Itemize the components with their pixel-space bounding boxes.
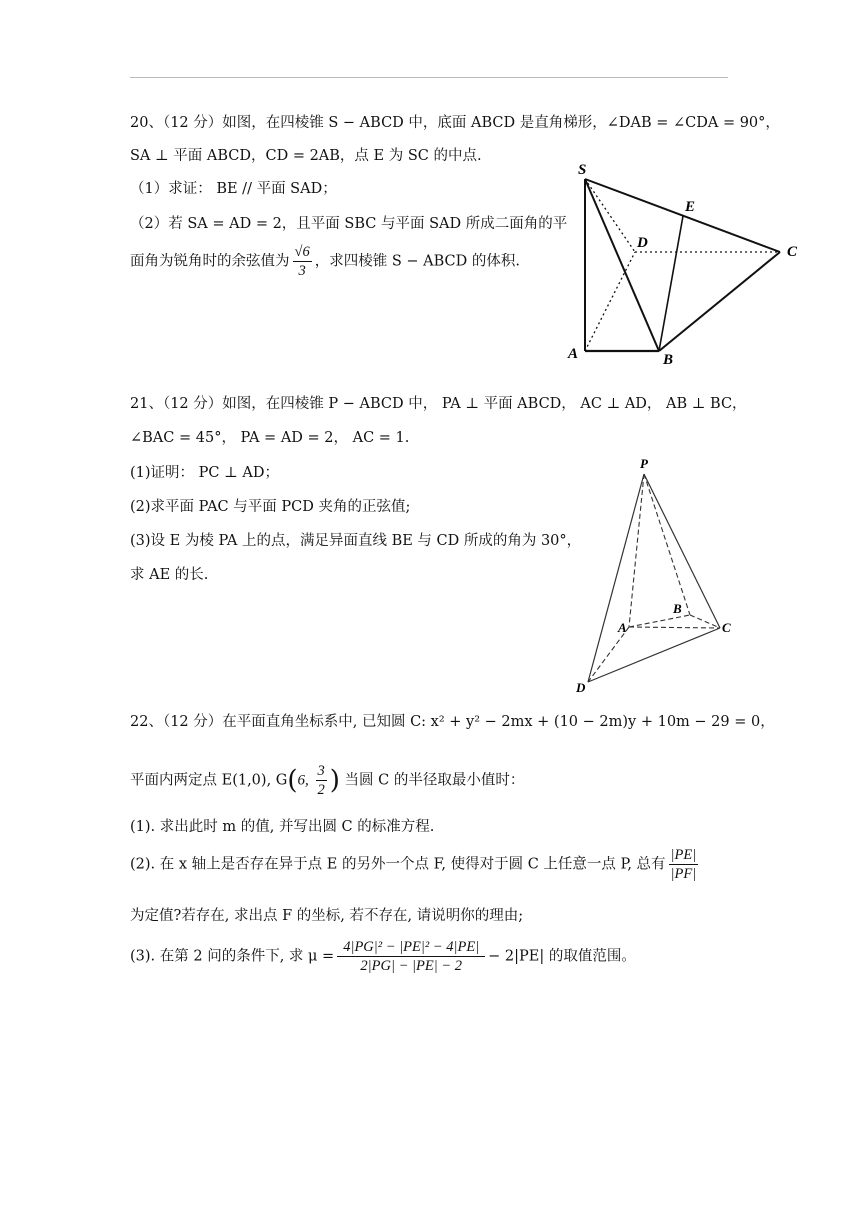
q22-line-2-text-a: 平面内两定点 E(1,0), G xyxy=(130,772,288,789)
label-c2: C xyxy=(722,620,731,635)
q20-line-2: SA ⊥ 平面 ABCD，CD = 2AB，点 E 为 SC 的中点. xyxy=(130,148,482,164)
q22-line-6-text-a: (3). 在第 2 问的条件下, 求 μ = xyxy=(130,948,335,965)
cosine-fraction xyxy=(293,243,312,280)
mu-numerator: 4|PG|² − |PE|² − 4|PE| xyxy=(337,938,485,957)
mu-denominator: 2|PG| − |PE| − 2 xyxy=(360,958,462,974)
q20-line-4: （2）若 SA = AD = 2，且平面 SBC 与平面 SAD 所成二面角的平 xyxy=(130,216,568,232)
pyramid-p-abcd-figure xyxy=(570,452,750,697)
label-p: P xyxy=(640,456,648,471)
q20-line-3: （1）求证： BE // 平面 SAD； xyxy=(130,181,337,197)
cosine-numerator: √6 xyxy=(294,244,310,260)
ratio-denominator: |PF| xyxy=(670,866,697,882)
label-a2: A xyxy=(618,620,627,635)
pyramid-s-abcd-figure xyxy=(560,158,810,368)
q20-line-1: 20、（12 分）如图，在四棱锥 S − ABCD 中，底面 ABCD 是直角梯形，∠DAB = ∠CDA = 90°， xyxy=(130,115,780,131)
g-y-denominator: 2 xyxy=(317,782,325,798)
label-d2: D xyxy=(576,680,586,695)
q21-line-1: 21、（12 分）如图，在四棱锥 P − ABCD 中， PA ⊥ 平面 ABCD， AC ⊥ AD， AB ⊥ BC， xyxy=(130,396,747,412)
pe-pf-ratio xyxy=(669,846,699,883)
point-g-y-fraction xyxy=(316,762,327,799)
label-b2: B xyxy=(673,601,682,616)
header-rule xyxy=(130,77,728,78)
q21-line-2: ∠BAC = 45°， PA = AD = 2， AC = 1. xyxy=(130,430,410,446)
q22-line-2: 平面内两定点 E(1,0), G(6, $\frac{3}{2}$ ) 当圆 C 的半径取最小值时： xyxy=(130,763,525,798)
q22-line-3: (1). 求出此时 m 的值, 并写出圆 C 的标准方程. xyxy=(130,819,435,835)
label-a: A xyxy=(568,346,579,362)
q21-line-6: 求 AE 的长. xyxy=(130,567,209,583)
label-c: C xyxy=(787,244,798,260)
q22-line-5: 为定值?若存在, 求出点 F 的坐标, 若不存在, 请说明你的理由; xyxy=(130,908,524,924)
q22-line-1: 22、（12 分）在平面直角坐标系中, 已知圆 C: x² + y² − 2mx + (10 − 2m)y + 10m − 29 = 0， xyxy=(130,714,775,730)
label-s: S xyxy=(578,162,587,178)
q22-line-4-text-a: (2). 在 x 轴上是否存在异于点 E 的另外一个点 F, 使得对于圆 C 上任意一点 P, 总有 xyxy=(130,856,666,873)
q22-line-6 xyxy=(130,938,636,975)
q20-line-5 xyxy=(130,243,520,280)
q22-line-6-text-b: − 2|PE| 的取值范围。 xyxy=(488,948,636,965)
label-b: B xyxy=(663,352,674,368)
q21-line-5: (3)设 E 为棱 PA 上的点，满足异面直线 BE 与 CD 所成的角为 30°， xyxy=(130,533,582,549)
point-g-x: 6, xyxy=(297,772,313,789)
q20-line-5-text-b: ，求四棱锥 S − ABCD 的体积. xyxy=(314,253,520,270)
q22-line-2-text-b: 当圆 C 的半径取最小值时： xyxy=(339,772,525,789)
ratio-numerator: |PE| xyxy=(670,847,697,863)
q22-line-4 xyxy=(130,846,701,883)
label-e: E xyxy=(685,199,696,215)
cosine-denominator: 3 xyxy=(298,263,306,279)
q20-line-5-text-a: 面角为锐角时的余弦值为 xyxy=(130,253,290,270)
q21-line-4: (2)求平面 PAC 与平面 PCD 夹角的正弦值; xyxy=(130,499,411,515)
label-d: D xyxy=(637,235,648,251)
mu-fraction xyxy=(337,938,485,975)
g-y-numerator: 3 xyxy=(317,763,325,779)
q21-line-3: (1)证明： PC ⊥ AD； xyxy=(130,465,279,481)
